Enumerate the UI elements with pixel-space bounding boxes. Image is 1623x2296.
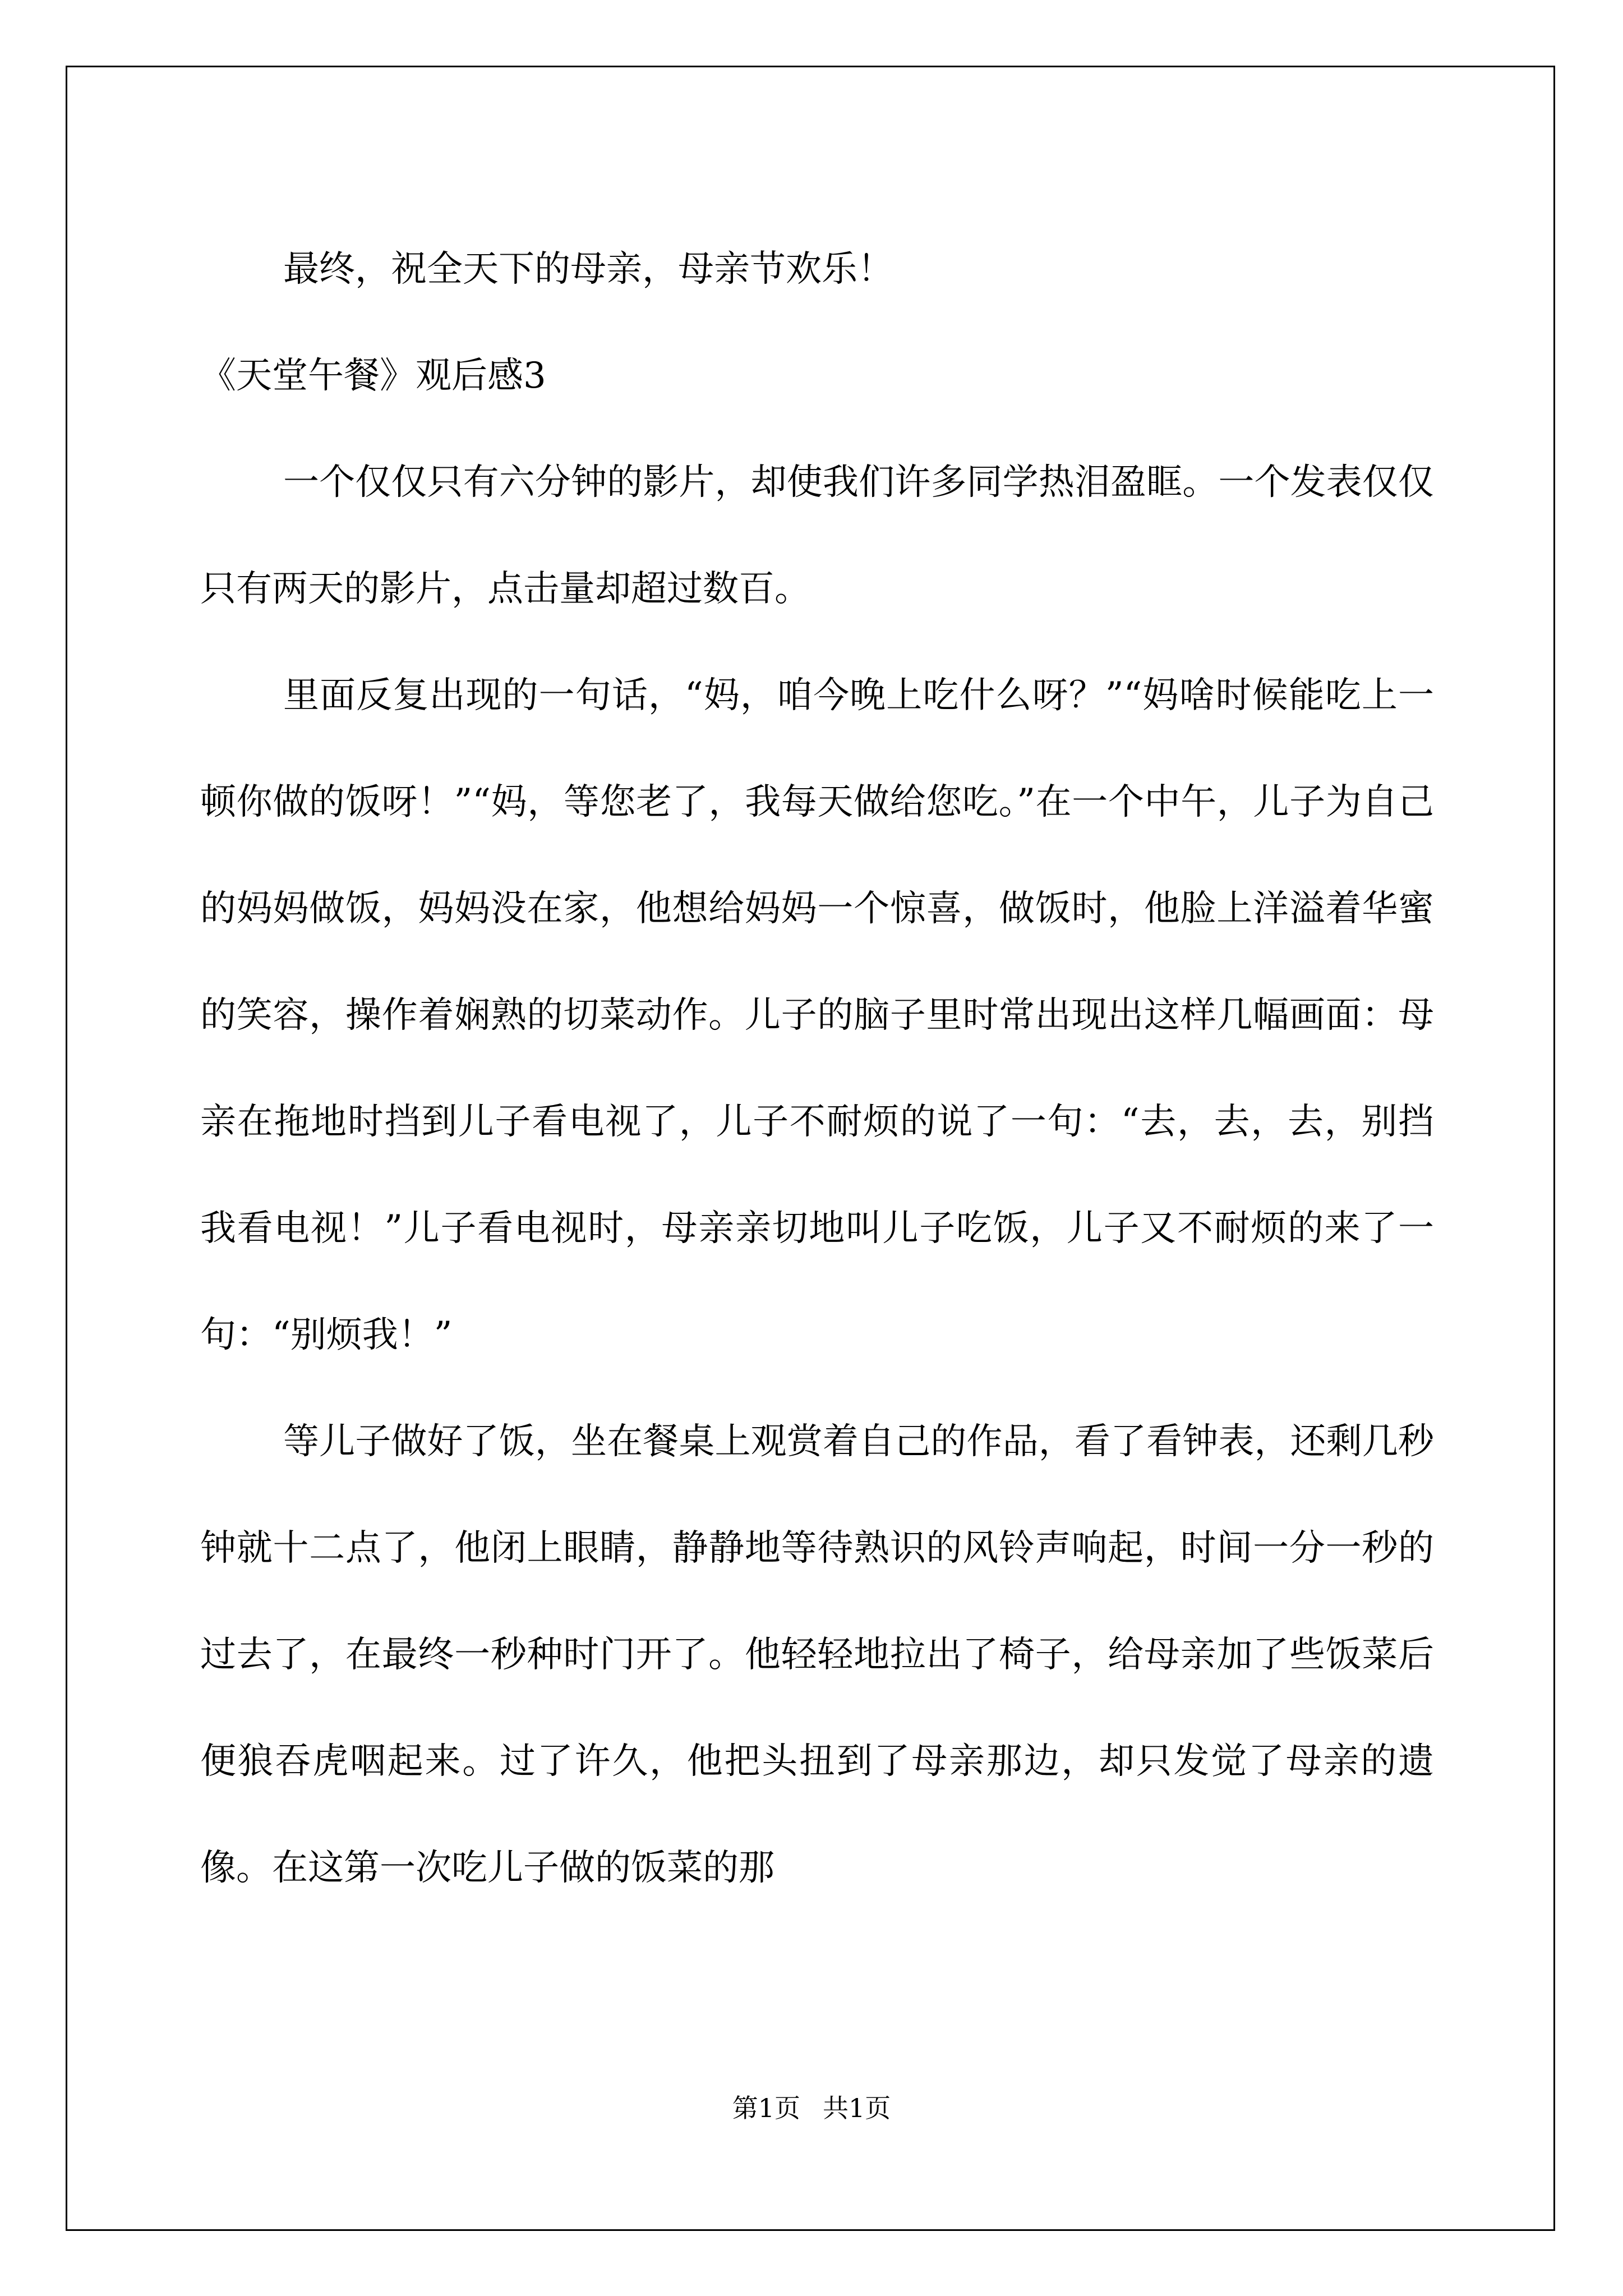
section-heading: 《天堂午餐》观后感3 <box>200 355 546 397</box>
page-footer <box>0 2088 1623 2125</box>
page-number: 第1页 <box>732 2093 800 2123</box>
paragraph-ending: 等儿子做好了饭，坐在餐桌上观赏着自己的作品，看了看钟表，还剩几秒钟就十二点了，他闭上眼睛，静静地等待熟识的风铃声响起，时间一分一秒的过去了，在最终一秒种时门开了。他轻轻地拉出了椅子，给母亲加了些饭菜后便狼吞虎咽起来。过了许久，他把头扭到了母亲那边，却只发觉了母亲的遗像。在这第一次吃儿子做的饭菜的那 <box>200 1421 1434 1889</box>
paragraph-closing: 最终，祝全天下的母亲，母亲节欢乐！ <box>283 249 893 290</box>
paragraph-story: 里面反复出现的一句话，“妈，咱今晚上吃什么呀？”“妈啥时候能吃上一顿你做的饭呀！”“妈，等您老了，我每天做给您吃。”在一个中午，儿子为自己的妈妈做饭，妈妈没在家，他想给妈妈一个惊喜，做饭时，他脸上洋溢着华蜜的笑容，操作着娴熟的切菜动作。儿子的脑子里时常出现出这样几幅画面：母亲在拖地时挡到儿子看电视了，儿子不耐烦的说了一句：“去，去，去，别挡我看电视！”儿子看电视时，母亲亲切地叫儿子吃饭，儿子又不耐烦的来了一句：“别烦我！” <box>200 675 1434 1356</box>
paragraph-intro: 一个仅仅只有六分钟的影片，却使我们许多同学热泪盈眶。一个发表仅仅只有两天的影片，点击量却超过数百。 <box>200 462 1434 610</box>
page-total: 共1页 <box>823 2093 891 2123</box>
document-body <box>200 216 1434 1921</box>
